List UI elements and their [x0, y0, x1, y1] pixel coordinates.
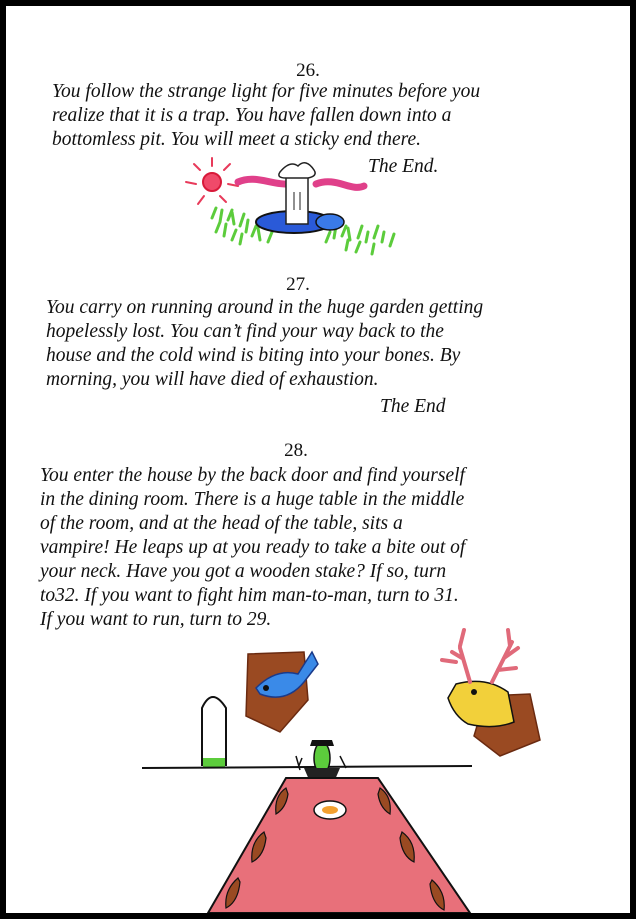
section-26-ending: The End. — [368, 156, 439, 177]
section-28-text — [40, 464, 465, 632]
text-line: realize that it is a trap. You have fallen down into a — [52, 105, 452, 126]
door-icon — [202, 697, 226, 768]
vampire-icon — [296, 740, 346, 782]
section-26-text — [52, 80, 480, 152]
text-line: You enter the house by the back door and find yourself — [40, 465, 465, 486]
section-27-ending: The End — [380, 396, 446, 417]
section-28-number: 28. — [284, 440, 308, 461]
text-line: You follow the strange light for five minutes before you — [52, 81, 481, 102]
storybook-page — [6, 6, 630, 913]
text-line: You carry on running around in the huge garden getting — [46, 297, 484, 318]
text-line: your neck. Have you got a wooden stake? If so, turn — [40, 561, 447, 582]
text-line: hopelessly lost. You can’t find your way back to the — [46, 321, 444, 342]
text-line: vampire! He leaps up at you ready to take a bite out of — [40, 537, 466, 558]
sun-icon — [186, 158, 238, 204]
dining-table — [208, 778, 470, 913]
section-27-text — [46, 296, 483, 392]
text-line: to32. If you want to fight him man-to-man, turn to 31. — [40, 585, 459, 606]
text-line: house and the cold wind is biting into your bones. By — [46, 345, 461, 366]
dining-room-drawing — [126, 618, 566, 913]
text-line: morning, you will have died of exhaustion. — [46, 369, 379, 390]
section-27-number: 27. — [286, 274, 310, 295]
text-line: of the room, and at the head of the table, sits a — [40, 513, 403, 534]
text-line: bottomless pit. You will meet a sticky end there. — [52, 129, 422, 150]
fish-trophy-icon — [246, 652, 318, 732]
pit-drawing — [176, 146, 406, 266]
deer-trophy-icon — [442, 630, 540, 756]
text-line: If you want to run, turn to 29. — [40, 609, 272, 630]
section-26-number: 26. — [296, 60, 320, 81]
text-line: in the dining room. There is a huge table in the middle — [40, 489, 465, 510]
pit-hole — [256, 163, 344, 233]
